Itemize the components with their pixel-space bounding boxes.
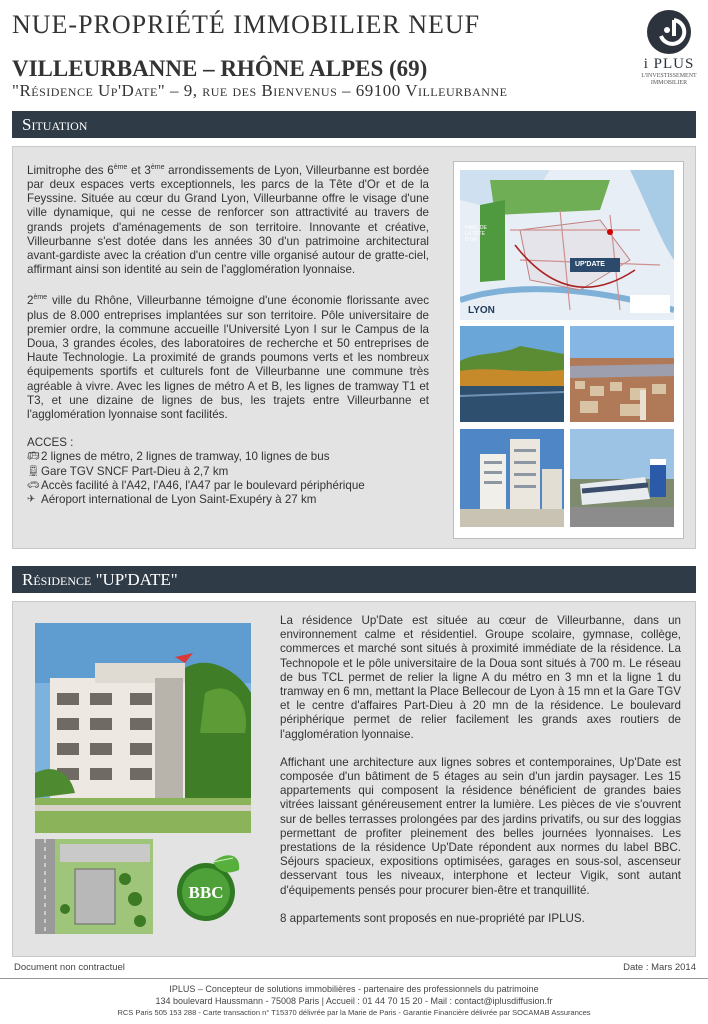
city-panorama-photo [570,326,674,422]
access-item: ✈ Aéroport international de Lyon Saint-Exupéry à 27 km [27,492,317,506]
residence-address: "Résidence Up'Date" – 9, rue des Bienvenus – 69100 Villeurbanne [12,81,508,100]
tramway-photo [570,429,674,527]
plane-icon: ✈ [27,493,36,505]
access-item: 🚌︎ 2 lignes de métro, 2 lignes de tramway, 10 lignes de bus [27,450,330,464]
situation-text [27,161,429,507]
map-city-label: LYON [468,305,495,316]
residence-text [280,614,681,940]
location-map [460,170,674,320]
bbc-label-badge [173,850,243,925]
train-icon: 🚆︎ [27,465,40,477]
building-render [35,623,251,833]
access-title: ACCES : [27,436,74,450]
residence-paragraph-3: 8 appartements sont proposés en nue-propriété par IPLUS. [280,911,585,925]
situation-banner [12,111,696,138]
site-plan [35,839,153,934]
iplus-logo [640,10,698,87]
logo-tagline-1: L'INVESTISSEMENT [641,73,697,79]
footer-line-1: IPLUS – Concepteur de solutions immobilières - partenaire des professionnels du patrimoine [169,984,539,994]
situation-heading: Situation [22,115,88,134]
logo-name: i PLUS [643,56,695,72]
gratte-ciel-photo [460,429,564,527]
park-lake-photo [460,326,564,422]
residence-panel [12,601,696,957]
access-item: 🚗︎ Accès facilité à l'A42, l'A46, l'A47 par le boulevard périphérique [27,478,365,492]
residence-paragraph-2: Affichant une architecture aux lignes sobres et contemporaines, Up'Date est composée d'un bâtiment de 5 étages au sein d'un jardin paysager. Les 15 appartements qui composent la résidence bénéficient de grandes baies vitrées laissant généreusement entrer la lumière. Les pièces de vie s'ouvrent sur de belles terrasses prolongées par des jardins privatifs, ou sur des loggias permettant de profiter pleinement des belles journées lyonnaises. Les prestations de la résidence Up'Date répondent aux normes du label BBC. Séjours spacieux, expositions optimisées, garages en sous-sol, ascenseur desservant tous les niveaux, interphone et lecteur Vigik, sont autant d'équipements pensés pour procurer bien-être et tranquillité. [280,755,681,897]
situation-paragraph-1: Limitrophe des 6ème et 3ème arrondissements de Lyon, Villeurbanne est bordée par deux espaces verts exceptionnels, les parcs de la Tête d'Or et de la Feyssine. Située au cœur du Grand Lyon, Villeurbanne offre le visage d'une ville dynamique, qui ne cesse de renforcer son attractivité au travers de grands projets d'aménagements de son territoire. Innovante et créative, Villeurbanne s'est dotée dans les années 30 d'un patrimoine architectural avant-gardiste avec la création d'un centre ville organisé autour de gratte-ciel, affirmant ainsi son identité au sein de l'agglomération lyonnaise. [27,163,430,277]
situation-paragraph-2: 2ème ville du Rhône, Villeurbanne témoigne d'une économie florissante avec plus de 8.000 entreprises implantées sur son territoire. Pôle universitaire de premier ordre, la commune accueille l'Université Lyon I sur le Campus de la Doua, 3 grandes écoles, des laboratoires de recherche et 50 entreprises de Haute Technologie. La proximité de grands poumons verts et les nombreux équipements sportifs et culturels font de Villeurbanne une commune très agréable à vivre. Avec les lignes de métro A et B, les lignes de tramway T1 et T3, et une dizaine de lignes de bus, les trajets entre Villeurbanne et l'agglomération lyonnaise sont facilités. [27,294,429,421]
bbc-badge-text: BBC [188,883,224,902]
map-marker-label: UP'DATE [575,261,605,268]
footer-date: Date : Mars 2014 [623,962,696,973]
situation-photos-frame [453,161,684,539]
residence-banner [12,566,696,593]
logo-tagline-2: IMMOBILIER [650,80,688,86]
situation-panel [12,146,696,549]
city-heading: VILLEURBANNE – RHÔNE ALPES (69) [12,56,428,81]
residence-paragraph-1: La résidence Up'Date est située au cœur de Villeurbanne, dans un environnement calme et résidentiel. Groupe scolaire, gymnase, collège, commerces et marché sont situés à proximité immédiate de la résidence. La Technopole et le pôle universitaire de la Doua sont situés à 700 m. Le réseau de bus TCL permet de relier la ligne A du métro en 3 mn et la ligne 1 du tramway en 6 mn, mettant la Place Bellecour de Lyon à 15 mn et la Gare TGV et le centre d'affaires Part-Dieu à 20 mn de la résidence. Le boulevard périphérique permet de relier facilement les grands axes routiers de l'agglomération lyonnaise. [280,614,681,741]
car-icon: 🚗︎ [27,479,40,491]
page-title: NUE-PROPRIÉTÉ IMMOBILIER NEUF [12,10,481,39]
footer-line-3: RCS Paris 505 153 288 - Carte transaction n° T15370 délivrée par la Marie de Paris - Garantie Financière délivrée par SOCAMAB Assurances [117,1008,591,1017]
footer-divider [0,978,708,979]
map-park-label: PARC DE LA TÊTE D'OR [465,225,487,243]
logo-tagline [640,73,698,87]
footer-disclaimer: Document non contractuel [14,962,125,973]
access-item: 🚆︎ Gare TGV SNCF Part-Dieu à 2,7 km [27,464,229,478]
footer-line-2: 134 boulevard Haussmann - 75008 Paris | Accueil : 01 44 70 15 20 - Mail : contact@iplusdiffusion.fr [155,996,553,1006]
bus-icon: 🚌︎ [27,451,40,463]
residence-heading: Résidence "UP'DATE" [22,570,178,589]
iplus-logo-icon [647,10,691,54]
